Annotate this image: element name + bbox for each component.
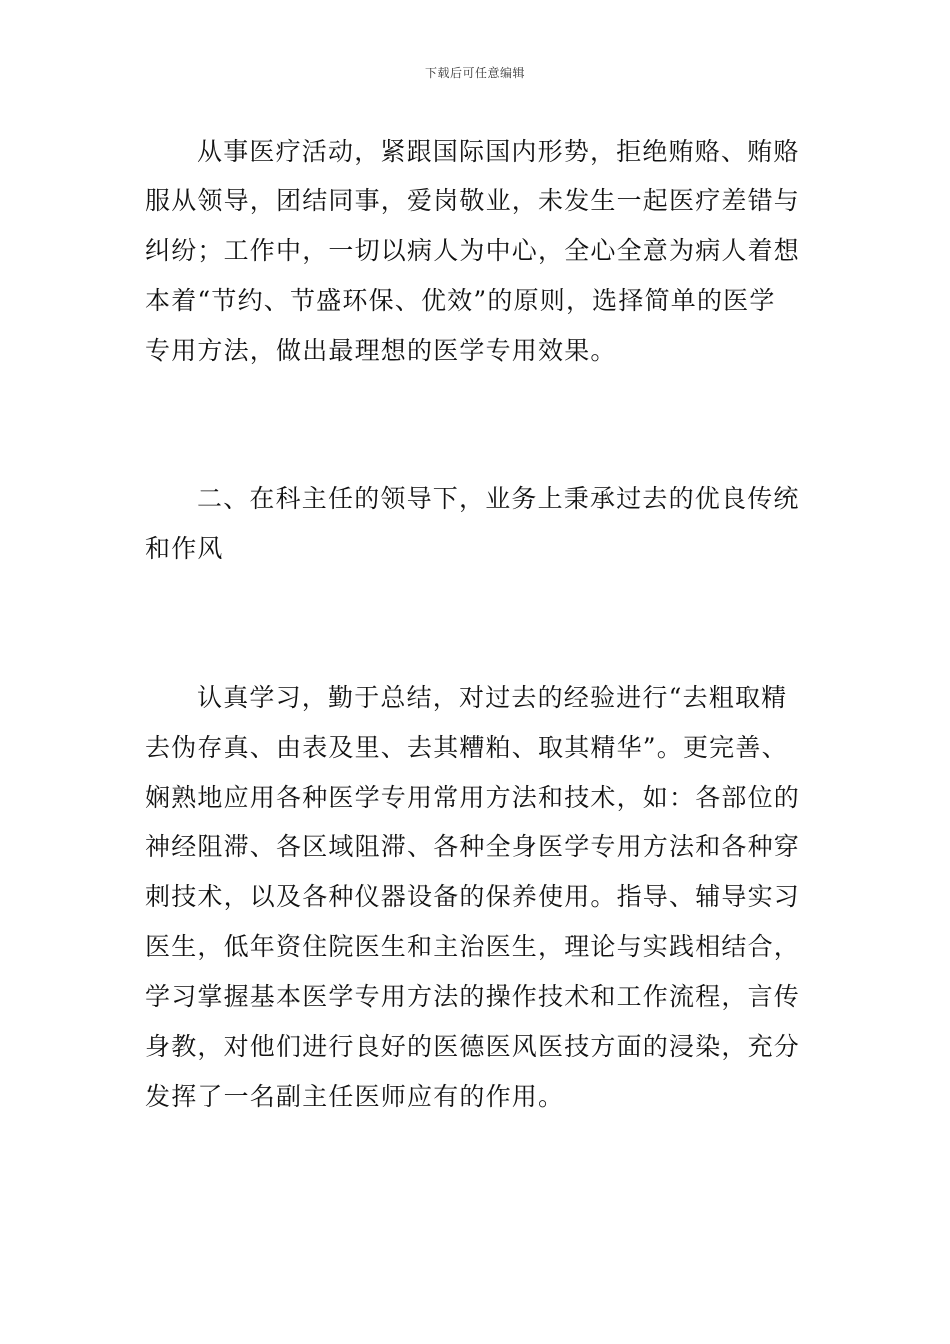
heading-line: 和作风 xyxy=(145,534,224,563)
paragraph-line: 从事医疗活动，紧跟国际国内形势，拒绝贿赂、贿赂 xyxy=(197,137,800,166)
paragraph-line: 专用方法，做出最理想的医学专用效果。 xyxy=(145,336,617,365)
paragraph-line: 娴熟地应用各种医学专用常用方法和技术，如：各部位的 xyxy=(145,783,801,812)
paragraph-line: 认真学习，勤于总结，对过去的经验进行“去粗取精 xyxy=(197,683,788,712)
paragraph-line: 服从领导，团结同事，爱岗敬业，未发生一起医疗差错与 xyxy=(145,186,801,215)
paragraph-line: 本着“节约、节盛环保、优效”的原则，选择简单的医学 xyxy=(145,286,776,315)
paragraph-line: 发挥了一名副主任医师应有的作用。 xyxy=(145,1082,565,1111)
paragraph-line: 去伪存真、由表及里、去其糟粕、取其精华”。更完善、 xyxy=(145,733,788,762)
paragraph-line: 医生，低年资住院医生和主治医生，理论与实践相结合， xyxy=(145,932,801,961)
paragraph-line: 刺技术，以及各种仪器设备的保养使用。指导、辅导实习 xyxy=(145,882,801,911)
paragraph-line: 纠纷；工作中，一切以病人为中心，全心全意为病人着想 xyxy=(145,236,801,265)
paragraph-line: 神经阻滞、各区域阻滞、各种全身医学专用方法和各种穿 xyxy=(145,832,801,861)
heading-line: 二、在科主任的领导下，业务上秉承过去的优良传统 xyxy=(197,484,800,513)
page-header-note: 下载后可任意编辑 xyxy=(424,66,525,80)
paragraph-line: 学习掌握基本医学专用方法的操作技术和工作流程，言传 xyxy=(145,982,801,1011)
paragraph-line: 身教，对他们进行良好的医德医风医技方面的浸染，充分 xyxy=(145,1032,801,1061)
